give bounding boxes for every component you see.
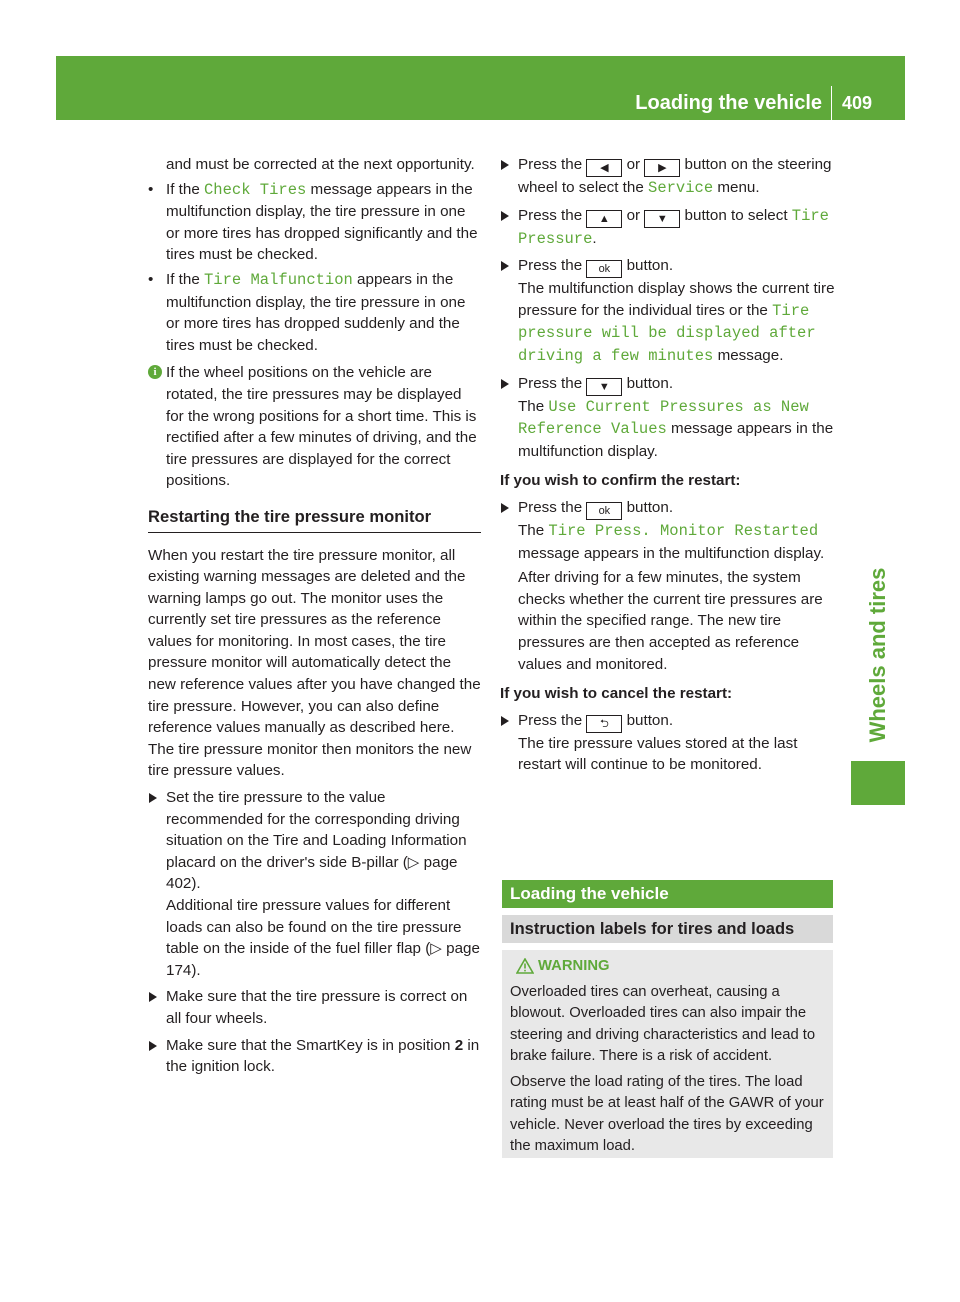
section-title-bar: Loading the vehicle <box>502 880 833 908</box>
subsection-title-bar: Instruction labels for tires and loads <box>502 915 833 943</box>
step-continuation: Additional tire pressure values for different loads can also be found on the tire pressure table on the inside of the fuel filler flap (▷ page 174). <box>166 897 480 979</box>
info-icon: i <box>148 365 162 379</box>
confirm-heading: If you wish to confirm the restart: <box>500 472 741 490</box>
warning-box <box>502 950 833 1158</box>
step-arrow-icon <box>501 503 509 513</box>
bullet-marker: • <box>148 270 154 288</box>
step-arrow-icon <box>501 716 509 726</box>
page-number: 409 <box>842 93 873 113</box>
side-tab-label: Wheels and tires <box>865 567 890 743</box>
header-divider <box>831 86 832 120</box>
warning-title: WARNING <box>538 958 610 974</box>
display-message: Use Current Pressures as New Reference Values <box>518 397 809 439</box>
step-arrow-icon <box>501 261 509 271</box>
step-check-pressure: Make sure that the tire pressure is correct on all four wheels. <box>148 986 481 1029</box>
step-continuation: After driving for a few minutes, the system checks whether the current tire pressures are within the specified range. The new tire pressures are then accepted as reference values and monitored. <box>518 569 823 673</box>
bullet-marker: • <box>148 180 154 198</box>
cancel-heading: If you wish to cancel the restart: <box>500 685 733 703</box>
step-smartkey: Make sure that the SmartKey is in position 2 in the ignition lock. <box>148 1035 481 1078</box>
ok-button-icon: ok <box>586 502 622 520</box>
menu-name: Tire Pressure <box>518 206 829 248</box>
left-button-icon: ◀ <box>586 159 622 177</box>
step-arrow-icon <box>149 793 157 803</box>
display-message: Check Tires <box>204 180 307 199</box>
bullet-tire-malfunction: • If the Tire Malfunction appears in the multifunction display, the tire pressure in one or more tires has dropped suddenly and the tires must be checked. <box>148 270 466 354</box>
display-message: Tire Press. Monitor Restarted <box>548 521 819 540</box>
right-column <box>500 154 835 776</box>
info-note: i If the wheel positions on the vehicle are rotated, the tire pressures may be displayed for the wrong positions for a short time. This is rectified after a few minutes of driving, and the tire pressures are displayed for the correct positions. <box>148 362 481 492</box>
section-heading: Restarting the tire pressure monitor <box>148 506 481 533</box>
intro-paragraph: When you restart the tire pressure monitor, all existing warning messages are deleted and the warning lamps go out. The monitor uses the currently set tire pressures as the reference values for monitoring. In most cases, the tire pressure monitor will automatically detect the new reference values after you have changed the tire pressure. However, you can also define reference values manually as described here. The tire pressure monitor then monitors the new tire pressure values. <box>148 546 481 780</box>
right-button-icon: ▶ <box>644 159 680 177</box>
ok-button-icon: ok <box>586 260 622 278</box>
display-message: Tire Malfunction <box>204 270 353 289</box>
step-select-service: Press the ◀ or ▶ button on the steering wheel to select the Service menu. <box>500 154 835 200</box>
page-title: Loading the vehicle <box>635 92 822 114</box>
warning-text: Overloaded tires can overheat, causing a blowout. Overloaded tires can also impair the steering and driving characteristics and lead to brake failure. There is a risk of accident. <box>510 983 816 1064</box>
step-select-tire-pressure: Press the ▲ or ▼ button to select Tire Pressure. <box>500 205 835 251</box>
step-press-ok: Press the ok button. <box>500 255 835 278</box>
down-button-icon: ▼ <box>644 210 680 228</box>
back-button-icon: ⮌ <box>586 715 622 733</box>
left-column <box>148 154 481 1078</box>
step-arrow-icon <box>501 160 509 170</box>
up-button-icon: ▲ <box>586 210 622 228</box>
bullet-check-tires: • If the Check Tires message appears in the multifunction display, the tire pressure in one or more tires has dropped significantly and the tires must be checked. <box>148 180 478 264</box>
step-cancel-back: Press the ⮌ button. <box>500 710 835 733</box>
step-continuation: The Use Current Pressures as New Reference Values message appears in the multifunction display. <box>518 397 834 460</box>
step-arrow-icon <box>501 211 509 221</box>
step-continuation: The multifunction display shows the current tire pressure for the individual tires or the Tire pressure will be displayed after driving a few minutes message. <box>518 280 835 365</box>
step-continuation: The tire pressure values stored at the last restart will continue to be monitored. <box>518 734 798 774</box>
intro-text: and must be corrected at the next opportunity. <box>166 156 475 173</box>
step-confirm-ok: Press the ok button. <box>500 497 835 520</box>
side-tab-marker <box>851 761 905 805</box>
warning-text: Observe the load rating of the tires. The load rating must be at least half of the GAWR of your vehicle. Never overload the tires by exceeding the maximum load. <box>510 1073 824 1154</box>
display-message: Tire pressure will be displayed after driving a few minutes <box>518 301 816 365</box>
warning-triangle-icon <box>516 958 534 974</box>
step-arrow-icon <box>149 992 157 1002</box>
menu-name: Service <box>648 179 714 197</box>
step-press-down: Press the ▼ button. <box>500 373 835 396</box>
step-arrow-icon <box>501 379 509 389</box>
down-button-icon: ▼ <box>586 378 622 396</box>
step-arrow-icon <box>149 1041 157 1051</box>
step-continuation: The Tire Press. Monitor Restarted message appears in the multifunction display. <box>518 521 825 562</box>
step-set-pressure: Set the tire pressure to the value recommended for the corresponding driving situation on the Tire and Loading Information placard on the driver's side B-pillar (▷ page 402). <box>148 787 481 895</box>
